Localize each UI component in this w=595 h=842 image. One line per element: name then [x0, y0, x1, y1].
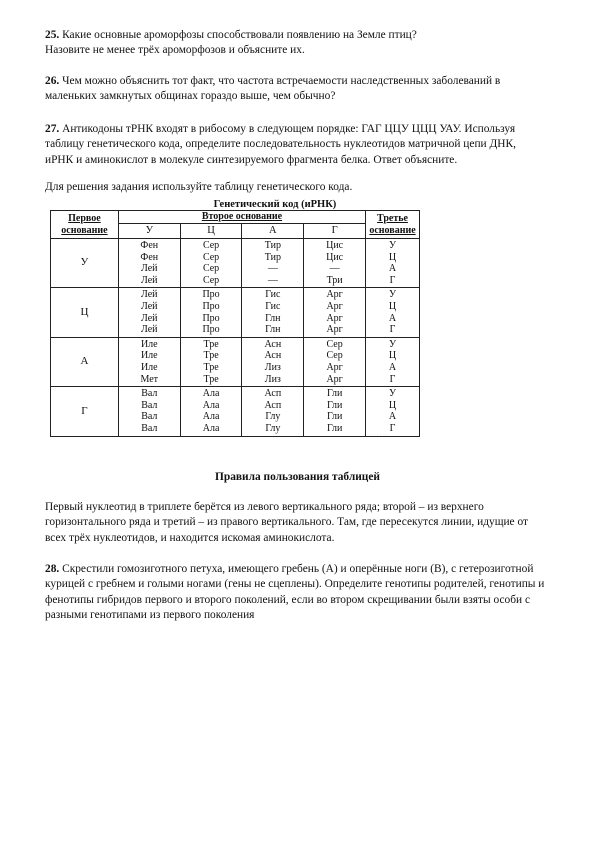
second-base-letter: А — [242, 224, 304, 239]
codon-group-a — [51, 337, 420, 386]
codon-group-g — [51, 387, 420, 436]
codon-group-u — [51, 239, 420, 288]
amino-acid-cell: Вал Вал Вал Вал — [118, 387, 180, 436]
amino-acid-cell: Асн Асн Лиз Лиз — [242, 337, 304, 386]
second-base-letter: У — [118, 224, 180, 239]
rules-line: горизонтального ряда и третий – из правого вертикального. Там, где пересекутся линии, идущие от — [45, 516, 528, 529]
second-base-letter: Г — [304, 224, 366, 239]
question-text: маленьких замкнутых общинах гораздо выше, чем обычно? — [45, 90, 336, 103]
amino-acid-cell: Асп Асп Глу Глу — [242, 387, 304, 436]
amino-acid-cell: Гис Гис Глн Глн — [242, 288, 304, 337]
question-text: иРНК и аминокислот в молекуле синтезируемого фрагмента белка. Ответ объясните. — [45, 153, 458, 166]
question-number: 28. — [45, 563, 60, 575]
table-header-row — [51, 211, 420, 224]
amino-acid-cell: Гли Гли Гли Гли — [304, 387, 366, 436]
header-first-base: Первое основание — [51, 211, 119, 239]
amino-acid-cell: Про Про Про Про — [180, 288, 242, 337]
question-27 — [45, 122, 560, 168]
question-text: разными генотипами из первого поколения — [45, 609, 255, 622]
first-base-letter: У — [51, 239, 119, 288]
first-base-letter: А — [51, 337, 119, 386]
question-26 — [45, 74, 560, 105]
question-text: таблицу генетического кода, определите последовательность нуклеотидов матричной цепи ДНК, — [45, 138, 516, 151]
genetic-code-table — [50, 210, 420, 437]
third-base-cell: У Ц А Г — [366, 288, 420, 337]
first-base-letter: Г — [51, 387, 119, 436]
header-second-base: Второе основание — [118, 211, 365, 224]
amino-acid-cell: Цис Цис — Три — [304, 239, 366, 288]
codon-group-c — [51, 288, 420, 337]
question-number: 26. — [45, 75, 60, 87]
amino-acid-cell: Ала Ала Ала Ала — [180, 387, 242, 436]
question-text: Какие основные ароморфозы способствовали появлению на Земле птиц? — [62, 29, 417, 41]
amino-acid-cell: Арг Арг Арг Арг — [304, 288, 366, 337]
header-third-base: Третье основание — [366, 211, 420, 239]
question-text: курицей с гребнем и голыми ногами (гены не сцеплены). Определите генотипы родителей, генотипы и — [45, 578, 545, 591]
question-number: 27. — [45, 123, 60, 135]
amino-acid-cell: Лей Лей Лей Лей — [118, 288, 180, 337]
table-instruction: Для решения задания используйте таблицу генетического кода. — [45, 181, 353, 193]
question-text: Чем можно объяснить тот факт, что частота встречаемости наследственных заболеваний в — [62, 75, 501, 87]
amino-acid-cell: Тре Тре Тре Тре — [180, 337, 242, 386]
amino-acid-cell: Сер Сер Арг Арг — [304, 337, 366, 386]
question-text: Антикодоны тРНК входят в рибосому в следующем порядке: ГАГ ЦЦУ ЦЦЦ УАУ. Используя — [62, 123, 516, 135]
second-base-letter: Ц — [180, 224, 242, 239]
watermark: · · · · · · · · — [364, 432, 388, 438]
question-28 — [45, 562, 560, 624]
question-text: фенотипы гибридов первого и второго поколений, если во втором скрещивании были взяты особи с — [45, 593, 531, 606]
question-text: Скрестили гомозиготного петуха, имеющего гребень (А) и оперённые ноги (В), с гетерозиготной — [62, 563, 534, 575]
amino-acid-cell: Иле Иле Иле Мет — [118, 337, 180, 386]
rules-text — [45, 500, 560, 546]
third-base-cell: У Ц А Г — [366, 337, 420, 386]
genetic-code-title: Генетический код (иРНК) — [213, 199, 337, 210]
rules-title: Правила пользования таблицей — [215, 471, 380, 483]
question-25 — [45, 28, 560, 59]
rules-line: Первый нуклеотид в триплете берётся из левого вертикального ряда; второй – из верхнего — [45, 501, 484, 513]
question-text: Назовите не менее трёх ароморфозов и объясните их. — [45, 44, 305, 57]
first-base-letter: Ц — [51, 288, 119, 337]
amino-acid-cell: Фен Фен Лей Лей — [118, 239, 180, 288]
rules-line: всех трёх нуклеотидов, и находится искомая аминокислота. — [45, 531, 335, 544]
question-number: 25. — [45, 29, 60, 41]
amino-acid-cell: Тир Тир — — — [242, 239, 304, 288]
amino-acid-cell: Сер Сер Сер Сер — [180, 239, 242, 288]
third-base-cell: У Ц А Г — [366, 239, 420, 288]
third-base-cell: У Ц А Г — [366, 387, 420, 436]
